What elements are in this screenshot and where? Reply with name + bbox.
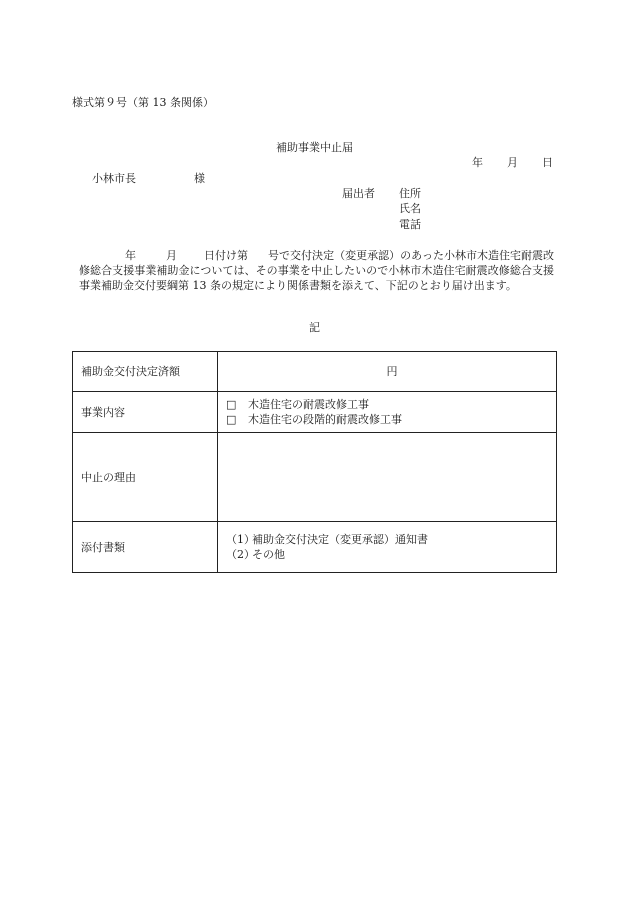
attachment-item <box>226 547 556 562</box>
body-rest: 号で交付決定（変更承認）のあった小林市木造住宅耐震改修総合支援事業補助金については、その事業を中止したいので小林市木造住宅耐震改修総合支援事業補助金交付要綱第 13 条の規定により関係書類を添えて、下記のとおり届け出ます。 <box>79 249 555 292</box>
date-day: 日 <box>542 156 553 169</box>
content-options <box>218 392 557 433</box>
date-year: 年 <box>472 156 483 169</box>
notifier-phone-field: 電話 <box>399 218 421 231</box>
attachment-text: その他 <box>252 548 285 561</box>
body-paragraph <box>79 248 554 293</box>
form-number: 様式第９号（第 13 条関係） <box>72 96 214 109</box>
attachment-item <box>226 532 556 547</box>
addressee-name: 小林市長 <box>92 172 136 185</box>
table-row-content <box>73 392 557 433</box>
reason-label: 中止の理由 <box>73 433 218 522</box>
checkbox-icon: □ <box>226 413 237 426</box>
date-month: 月 <box>507 156 518 169</box>
notifier-name-field: 氏名 <box>399 202 421 215</box>
body-year: 年 <box>125 249 137 262</box>
attachments-list <box>218 522 557 573</box>
document-title: 補助事業中止届 <box>276 141 353 154</box>
attachment-number: （2） <box>226 548 255 561</box>
date-line <box>472 157 553 168</box>
table-row-amount <box>73 352 557 392</box>
amount-unit: 円 <box>386 365 398 378</box>
content-option-label: 木造住宅の段階的耐震改修工事 <box>248 413 402 426</box>
body-month: 月 <box>166 249 178 262</box>
ki-heading: 記 <box>309 321 320 334</box>
reason-field <box>218 433 557 522</box>
body-day-ref: 日付け第 <box>204 249 249 262</box>
notifier-address-field: 住所 <box>399 187 421 200</box>
checkbox-icon: □ <box>226 398 237 411</box>
content-option <box>226 412 556 427</box>
table-row-reason <box>73 433 557 522</box>
content-option <box>226 397 556 412</box>
amount-label: 補助金交付決定済額 <box>73 352 218 392</box>
notifier-label: 届出者 <box>342 187 375 200</box>
amount-field <box>218 352 557 392</box>
content-label: 事業内容 <box>73 392 218 433</box>
details-table <box>72 351 557 573</box>
attachment-text: 補助金交付決定（変更承認）通知書 <box>252 533 428 546</box>
content-option-label: 木造住宅の耐震改修工事 <box>248 398 369 411</box>
addressee <box>92 173 205 184</box>
addressee-honorific: 様 <box>194 172 205 185</box>
attachment-number: （1） <box>226 533 255 546</box>
table-row-attachments <box>73 522 557 573</box>
attachments-label: 添付書類 <box>73 522 218 573</box>
